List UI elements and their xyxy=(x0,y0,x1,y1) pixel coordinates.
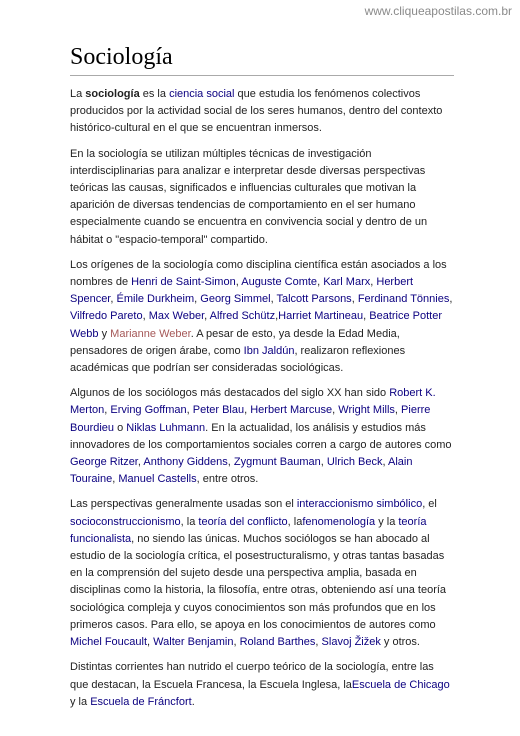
wiki-link[interactable]: Ulrich Beck xyxy=(326,456,383,469)
text-run: y la xyxy=(70,695,91,708)
text-run: , xyxy=(204,310,210,323)
text-run: , xyxy=(194,293,201,306)
wiki-link[interactable]: Pierre Bourdieu xyxy=(70,404,431,434)
text-run: . xyxy=(191,695,195,708)
text-run: , xyxy=(275,310,279,323)
text-run: , xyxy=(227,456,234,469)
paragraph xyxy=(70,496,454,651)
paragraph xyxy=(70,659,454,711)
paragraph xyxy=(70,257,454,377)
page-title: Sociología xyxy=(70,42,454,76)
wiki-link[interactable]: Max Weber xyxy=(148,310,205,323)
text-run: Algunos de los sociólogos más destacados del siglo XX han sido xyxy=(70,387,390,400)
text-run: Las perspectivas generalmente usadas son el xyxy=(70,498,297,511)
wiki-link[interactable]: fenomenología xyxy=(302,515,376,528)
text-run: , xyxy=(320,456,327,469)
article xyxy=(70,42,454,711)
text-run: es la xyxy=(139,88,170,100)
text-run: , entre otros. xyxy=(196,473,259,486)
wiki-link[interactable]: teoría del conflicto xyxy=(198,515,288,528)
wiki-link[interactable]: Émile Durkheim xyxy=(116,293,195,306)
text-run: , xyxy=(394,404,402,417)
text-run: La xyxy=(70,88,86,100)
paragraph xyxy=(70,385,454,488)
text-run: , xyxy=(315,636,322,649)
text-run: o xyxy=(114,421,127,434)
text-run: , la xyxy=(287,515,303,528)
wiki-link[interactable]: Herbert Marcuse xyxy=(250,404,333,417)
wiki-link[interactable]: Zygmunt Bauman xyxy=(233,456,321,469)
wiki-link[interactable]: Robert K. Merton xyxy=(70,387,436,417)
wiki-link[interactable]: teoría funcionalista xyxy=(70,515,427,545)
text-run: , xyxy=(363,310,370,323)
text-run: Distintas corrientes han nutrido el cuerpo teórico de la sociología, entre las que destacan, la Escuela Francesa, la Escuela Inglesa, la xyxy=(70,661,434,691)
text-run: , xyxy=(233,636,240,649)
wiki-link[interactable]: Anthony Giddens xyxy=(143,456,228,469)
text-run: , xyxy=(351,293,358,306)
paragraph xyxy=(70,86,454,138)
wiki-link[interactable]: Beatrice Potter Webb xyxy=(70,310,443,340)
wiki-link[interactable]: socioconstruccionismo xyxy=(70,515,181,528)
article-body xyxy=(70,86,454,711)
wiki-link[interactable]: Herbert Spencer xyxy=(70,276,414,306)
text-run: , xyxy=(370,276,377,289)
text-run: , xyxy=(112,473,119,486)
text-run: , xyxy=(186,404,193,417)
text-run: , xyxy=(449,293,453,306)
wiki-link[interactable]: Escuela de Chicago xyxy=(351,678,450,691)
text-run: , xyxy=(244,404,251,417)
wiki-link[interactable]: Alfred Schütz xyxy=(209,310,276,323)
text-run: , xyxy=(317,276,324,289)
wiki-link[interactable]: Niklas Luhmann xyxy=(126,421,206,434)
text-run: y la xyxy=(375,515,399,528)
text-run: y otros. xyxy=(380,636,420,649)
bold-term: sociología xyxy=(85,88,140,100)
wiki-link[interactable]: Walter Benjamin xyxy=(153,636,234,649)
wiki-link[interactable]: ciencia social xyxy=(169,88,235,100)
text-run: Los orígenes de la sociología como disciplina científica están asociados a los nombres de xyxy=(70,258,447,289)
text-run: , xyxy=(110,293,117,306)
text-run: , xyxy=(332,404,339,417)
text-run: , xyxy=(235,276,242,289)
text-run: , xyxy=(142,310,149,323)
text-run: , xyxy=(147,636,154,649)
text-run: . En la actualidad, los análisis y estudios más innovadores de los comportamientos sociales corren a cargo de autores como xyxy=(70,421,452,451)
wiki-link[interactable]: Georg Simmel xyxy=(200,293,271,306)
wiki-link[interactable]: Michel Foucault xyxy=(70,636,148,649)
wiki-link[interactable]: Talcott Parsons xyxy=(276,293,352,306)
text-run: En la sociología se utilizan múltiples técnicas de investigación interdisciplinarias para analizar e interpretar desde diversas perspectivas teóricas las causas, significados e influencias culturales que motivan la aparición de diversas tendencias de comportamiento en el ser humano especialmente cuando se encuentra en convivencia social y dentro de un hábitat o "espacio-temporal" compartido. xyxy=(70,147,428,246)
wiki-link[interactable]: Ferdinand Tönnies xyxy=(357,293,450,306)
text-run: que estudia los fenómenos colectivos producidos por la actividad social de los seres humanos, dentro del contexto histórico-cultural en el que se encuentran inmersos. xyxy=(70,88,443,135)
wiki-link[interactable]: George Ritzer xyxy=(70,456,138,469)
wiki-link[interactable]: Erving Goffman xyxy=(110,404,187,417)
wiki-link[interactable]: Ibn Jaldún xyxy=(243,344,295,357)
text-run: , xyxy=(270,293,277,306)
wiki-link[interactable]: Roland Barthes xyxy=(239,636,316,649)
wiki-link[interactable]: Slavoj Žižek xyxy=(321,636,381,649)
wiki-link[interactable]: Karl Marx xyxy=(323,276,371,289)
text-run: , xyxy=(382,456,388,469)
text-run: , no siendo las únicas. Muchos sociólogos se han abocado al estudio de la sociología crítica, el posestructuralismo, y otras tantas basadas en la comprensión del sujeto desde una perspectiva amplia, basada en disciplinas como la historia, la filosofía, entre otras, obteniendo así una teoría sociológica compleja y cuyos conocimientos son más profundos que en los primeros casos. Para ello, se apoya en los conocimientos de autores como xyxy=(70,532,447,631)
wiki-link[interactable]: Auguste Comte xyxy=(241,276,318,289)
watermark: www.cliqueapostilas.com.br xyxy=(364,4,512,18)
wiki-link[interactable]: interaccionismo simbólico xyxy=(296,498,423,511)
text-run: . A pesar de esto, ya desde la Edad Media, pensadores de origen árabe, como xyxy=(70,327,400,357)
paragraph xyxy=(70,146,454,249)
wiki-link[interactable]: Marianne Weber xyxy=(110,327,191,340)
wiki-link[interactable]: Harriet Martineau xyxy=(278,310,364,323)
text-run: , el xyxy=(422,498,437,511)
wiki-link[interactable]: Vilfredo Pareto xyxy=(70,310,143,323)
wiki-link[interactable]: Alain Touraine xyxy=(70,456,413,486)
wiki-link[interactable]: Henri de Saint-Simon xyxy=(131,276,236,289)
text-run: , xyxy=(104,404,111,417)
text-run: , la xyxy=(180,515,199,528)
wiki-link[interactable]: Manuel Castells xyxy=(118,473,197,486)
wiki-link[interactable]: Peter Blau xyxy=(192,404,245,417)
text-run: , xyxy=(137,456,144,469)
wiki-link[interactable]: Escuela de Fráncfort xyxy=(90,695,192,708)
text-run: y xyxy=(98,327,111,340)
wiki-link[interactable]: Wright Mills xyxy=(338,404,395,417)
text-run: , realizaron reflexiones académicas que podrían ser consideradas sociológicas. xyxy=(70,344,406,375)
